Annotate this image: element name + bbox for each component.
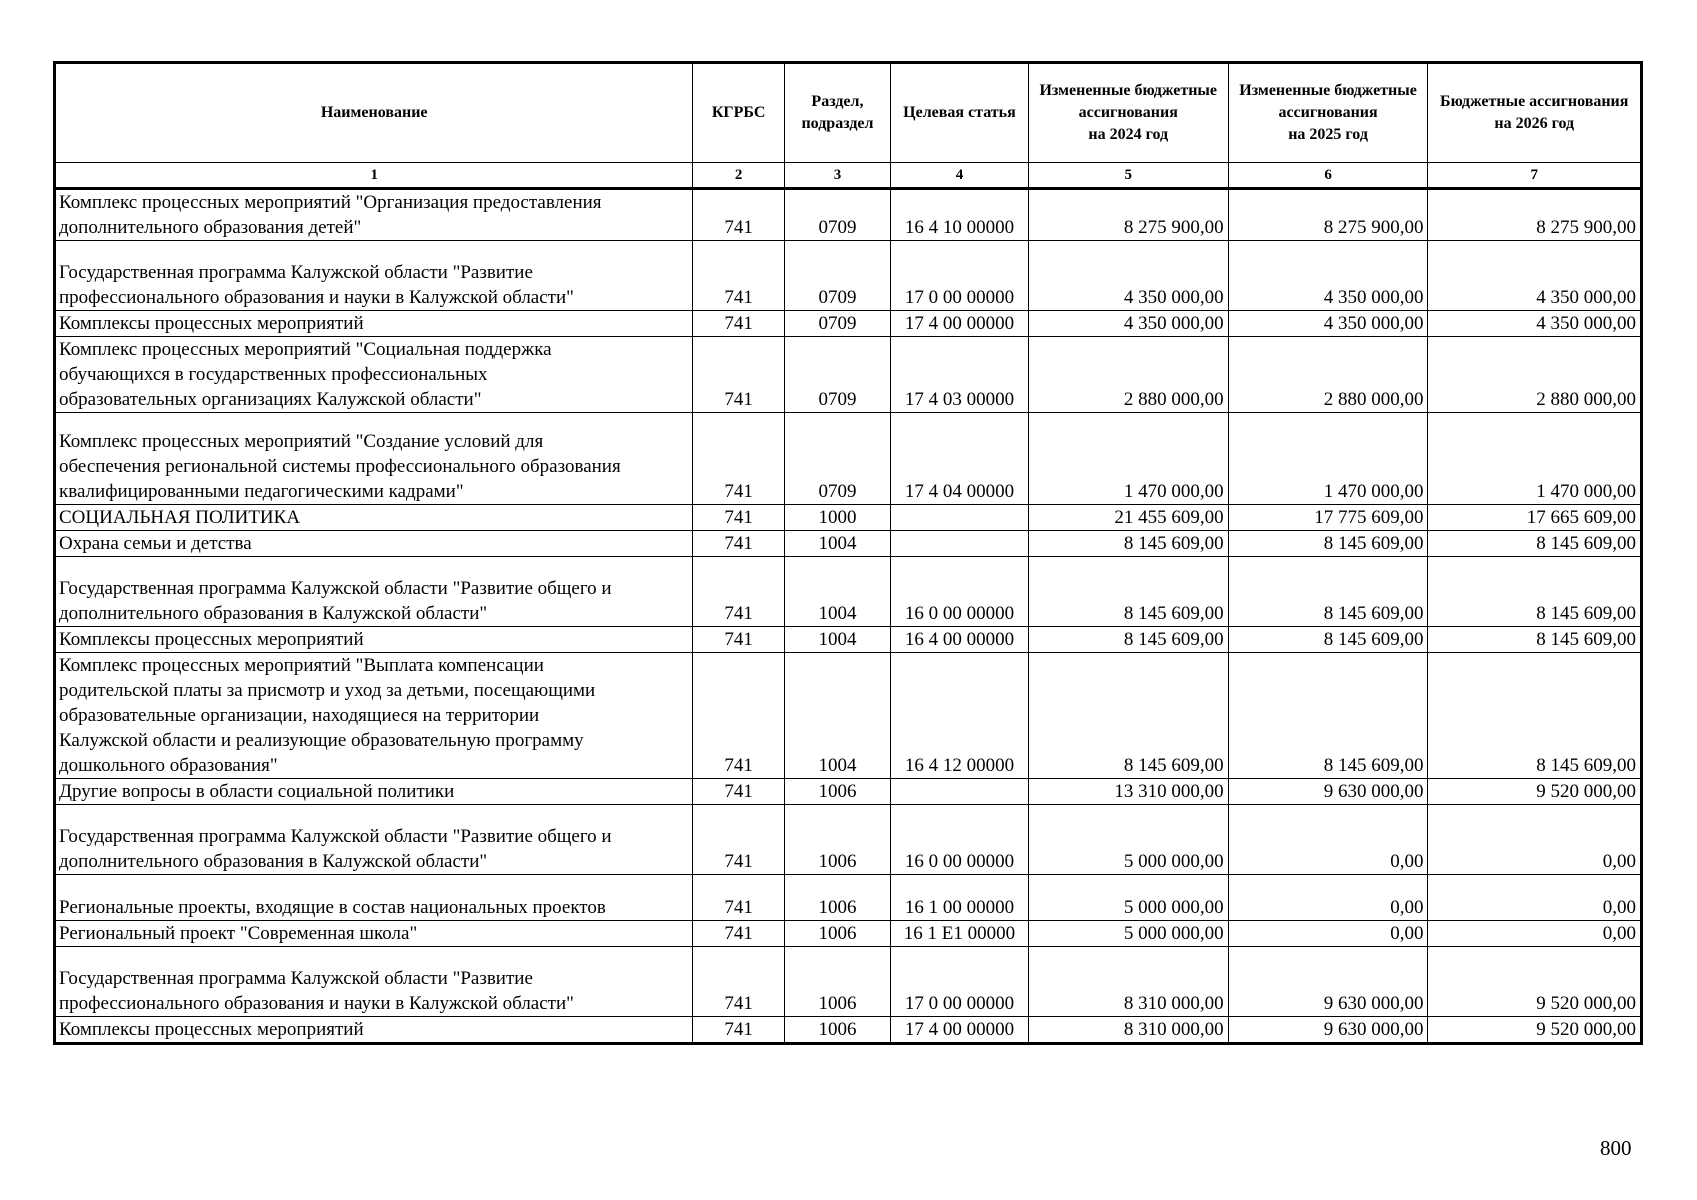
row-amount-2026: 8 145 609,00	[1428, 531, 1642, 557]
row-amount-2026: 17 665 609,00	[1428, 505, 1642, 531]
row-target-article: 17 4 04 00000	[891, 413, 1029, 505]
row-kgrbs: 741	[693, 921, 784, 947]
row-target-article	[891, 505, 1029, 531]
row-kgrbs: 741	[693, 311, 784, 337]
row-amount-2024: 5 000 000,00	[1028, 921, 1228, 947]
row-amount-2024: 8 275 900,00	[1028, 189, 1228, 241]
column-number: 4	[891, 163, 1029, 189]
row-razdel: 1004	[784, 531, 890, 557]
row-kgrbs: 741	[693, 505, 784, 531]
row-amount-2024: 13 310 000,00	[1028, 779, 1228, 805]
row-kgrbs: 741	[693, 805, 784, 875]
row-amount-2025: 0,00	[1228, 805, 1428, 875]
column-number: 6	[1228, 163, 1428, 189]
row-kgrbs: 741	[693, 189, 784, 241]
table-row	[55, 311, 1642, 337]
row-target-article: 17 4 00 00000	[891, 1017, 1029, 1044]
row-name: Государственная программа Калужской области "Развитие профессионального образования и науки в Калужской области"	[55, 241, 693, 311]
row-amount-2026: 2 880 000,00	[1428, 337, 1642, 413]
column-number: 1	[55, 163, 693, 189]
row-target-article: 17 0 00 00000	[891, 947, 1029, 1017]
row-target-article: 16 4 10 00000	[891, 189, 1029, 241]
row-amount-2025: 4 350 000,00	[1228, 241, 1428, 311]
row-amount-2025: 0,00	[1228, 875, 1428, 921]
row-amount-2025: 1 470 000,00	[1228, 413, 1428, 505]
row-target-article: 17 4 00 00000	[891, 311, 1029, 337]
row-amount-2026: 0,00	[1428, 921, 1642, 947]
header-2024: Измененные бюджетные ассигнования на 2024 год	[1028, 63, 1228, 163]
table-row	[55, 531, 1642, 557]
row-kgrbs: 741	[693, 947, 784, 1017]
row-name: Государственная программа Калужской области "Развитие общего и дополнительного образования в Калужской области"	[55, 557, 693, 627]
row-razdel: 1004	[784, 557, 890, 627]
row-amount-2026: 9 520 000,00	[1428, 1017, 1642, 1044]
table-row	[55, 337, 1642, 413]
row-name: Охрана семьи и детства	[55, 531, 693, 557]
row-razdel: 0709	[784, 241, 890, 311]
row-amount-2026: 9 520 000,00	[1428, 779, 1642, 805]
row-amount-2024: 4 350 000,00	[1028, 241, 1228, 311]
row-target-article	[891, 779, 1029, 805]
row-amount-2026: 8 145 609,00	[1428, 557, 1642, 627]
row-kgrbs: 741	[693, 779, 784, 805]
row-target-article: 17 0 00 00000	[891, 241, 1029, 311]
budget-table	[53, 61, 1643, 1045]
row-name: Комплексы процессных мероприятий	[55, 311, 693, 337]
row-amount-2025: 9 630 000,00	[1228, 947, 1428, 1017]
table-body	[55, 189, 1642, 1044]
row-amount-2025: 0,00	[1228, 921, 1428, 947]
table-row	[55, 921, 1642, 947]
row-amount-2026: 8 145 609,00	[1428, 627, 1642, 653]
column-number: 7	[1428, 163, 1642, 189]
column-number: 3	[784, 163, 890, 189]
row-name: Комплекс процессных мероприятий "Социальная поддержка обучающихся в государственных профессиональных образовательных организациях Калужской области"	[55, 337, 693, 413]
row-target-article: 16 4 00 00000	[891, 627, 1029, 653]
table-row	[55, 241, 1642, 311]
row-razdel: 1006	[784, 779, 890, 805]
row-razdel: 1006	[784, 1017, 890, 1044]
row-amount-2025: 9 630 000,00	[1228, 1017, 1428, 1044]
row-amount-2026: 4 350 000,00	[1428, 311, 1642, 337]
row-kgrbs: 741	[693, 653, 784, 779]
row-kgrbs: 741	[693, 875, 784, 921]
table-row	[55, 505, 1642, 531]
row-amount-2024: 1 470 000,00	[1028, 413, 1228, 505]
row-kgrbs: 741	[693, 413, 784, 505]
row-razdel: 1006	[784, 921, 890, 947]
row-kgrbs: 741	[693, 627, 784, 653]
row-amount-2025: 4 350 000,00	[1228, 311, 1428, 337]
row-amount-2025: 8 145 609,00	[1228, 627, 1428, 653]
row-amount-2025: 17 775 609,00	[1228, 505, 1428, 531]
row-razdel: 0709	[784, 311, 890, 337]
row-amount-2025: 2 880 000,00	[1228, 337, 1428, 413]
header-razdel: Раздел, подраздел	[784, 63, 890, 163]
row-razdel: 0709	[784, 413, 890, 505]
row-amount-2024: 4 350 000,00	[1028, 311, 1228, 337]
row-kgrbs: 741	[693, 557, 784, 627]
row-amount-2025: 8 145 609,00	[1228, 531, 1428, 557]
page-number: 800	[1600, 1136, 1632, 1160]
header-2026: Бюджетные ассигнования на 2026 год	[1428, 63, 1642, 163]
row-amount-2024: 5 000 000,00	[1028, 875, 1228, 921]
row-amount-2025: 9 630 000,00	[1228, 779, 1428, 805]
row-target-article	[891, 531, 1029, 557]
row-razdel: 1000	[784, 505, 890, 531]
row-name: Комплексы процессных мероприятий	[55, 1017, 693, 1044]
row-target-article: 16 0 00 00000	[891, 805, 1029, 875]
row-amount-2025: 8 145 609,00	[1228, 557, 1428, 627]
header-target-article: Целевая статья	[891, 63, 1029, 163]
row-amount-2024: 2 880 000,00	[1028, 337, 1228, 413]
row-razdel: 1006	[784, 947, 890, 1017]
row-kgrbs: 741	[693, 337, 784, 413]
row-amount-2026: 8 275 900,00	[1428, 189, 1642, 241]
row-amount-2024: 8 310 000,00	[1028, 1017, 1228, 1044]
row-name: СОЦИАЛЬНАЯ ПОЛИТИКА	[55, 505, 693, 531]
table-header	[55, 63, 1642, 189]
header-kgrbs: КГРБС	[693, 63, 784, 163]
row-amount-2026: 0,00	[1428, 875, 1642, 921]
row-amount-2024: 8 310 000,00	[1028, 947, 1228, 1017]
row-target-article: 16 1 00 00000	[891, 875, 1029, 921]
row-name: Региональный проект "Современная школа"	[55, 921, 693, 947]
table-row	[55, 805, 1642, 875]
row-amount-2026: 4 350 000,00	[1428, 241, 1642, 311]
table-row	[55, 947, 1642, 1017]
row-amount-2024: 8 145 609,00	[1028, 531, 1228, 557]
row-amount-2024: 8 145 609,00	[1028, 557, 1228, 627]
header-name: Наименование	[55, 63, 693, 163]
row-kgrbs: 741	[693, 531, 784, 557]
table-row	[55, 627, 1642, 653]
row-kgrbs: 741	[693, 241, 784, 311]
row-razdel: 1004	[784, 627, 890, 653]
table-row	[55, 779, 1642, 805]
table-row	[55, 557, 1642, 627]
row-target-article: 16 0 00 00000	[891, 557, 1029, 627]
row-target-article: 16 1 E1 00000	[891, 921, 1029, 947]
row-amount-2026: 0,00	[1428, 805, 1642, 875]
row-name: Государственная программа Калужской области "Развитие профессионального образования и науки в Калужской области"	[55, 947, 693, 1017]
row-amount-2024: 8 145 609,00	[1028, 627, 1228, 653]
column-number: 5	[1028, 163, 1228, 189]
table-row	[55, 653, 1642, 779]
row-name: Региональные проекты, входящие в состав национальных проектов	[55, 875, 693, 921]
row-kgrbs: 741	[693, 1017, 784, 1044]
row-amount-2026: 1 470 000,00	[1428, 413, 1642, 505]
table-row	[55, 1017, 1642, 1044]
row-razdel: 0709	[784, 337, 890, 413]
row-amount-2025: 8 145 609,00	[1228, 653, 1428, 779]
row-name: Государственная программа Калужской области "Развитие общего и дополнительного образования в Калужской области"	[55, 805, 693, 875]
row-name: Комплекс процессных мероприятий "Создание условий для обеспечения региональной системы профессионального образования квалифицированными педагогическими кадрами"	[55, 413, 693, 505]
row-target-article: 16 4 12 00000	[891, 653, 1029, 779]
row-name: Комплекс процессных мероприятий "Выплата компенсации родительской платы за присмотр и уход за детьми, посещающими образовательные организации, находящиеся на территории Калужской области и реализующие образовательную программу дошкольного образования"	[55, 653, 693, 779]
table-row	[55, 413, 1642, 505]
row-amount-2024: 21 455 609,00	[1028, 505, 1228, 531]
row-name: Комплекс процессных мероприятий "Организация предоставления дополнительного образования детей"	[55, 189, 693, 241]
row-razdel: 1006	[784, 805, 890, 875]
row-amount-2024: 5 000 000,00	[1028, 805, 1228, 875]
row-amount-2026: 8 145 609,00	[1428, 653, 1642, 779]
row-amount-2024: 8 145 609,00	[1028, 653, 1228, 779]
row-razdel: 1004	[784, 653, 890, 779]
row-razdel: 1006	[784, 875, 890, 921]
row-target-article: 17 4 03 00000	[891, 337, 1029, 413]
row-razdel: 0709	[784, 189, 890, 241]
row-name: Другие вопросы в области социальной политики	[55, 779, 693, 805]
table-row	[55, 189, 1642, 241]
row-amount-2025: 8 275 900,00	[1228, 189, 1428, 241]
header-2025: Измененные бюджетные ассигнования на 2025 год	[1228, 63, 1428, 163]
column-number: 2	[693, 163, 784, 189]
row-name: Комплексы процессных мероприятий	[55, 627, 693, 653]
table-row	[55, 875, 1642, 921]
row-amount-2026: 9 520 000,00	[1428, 947, 1642, 1017]
